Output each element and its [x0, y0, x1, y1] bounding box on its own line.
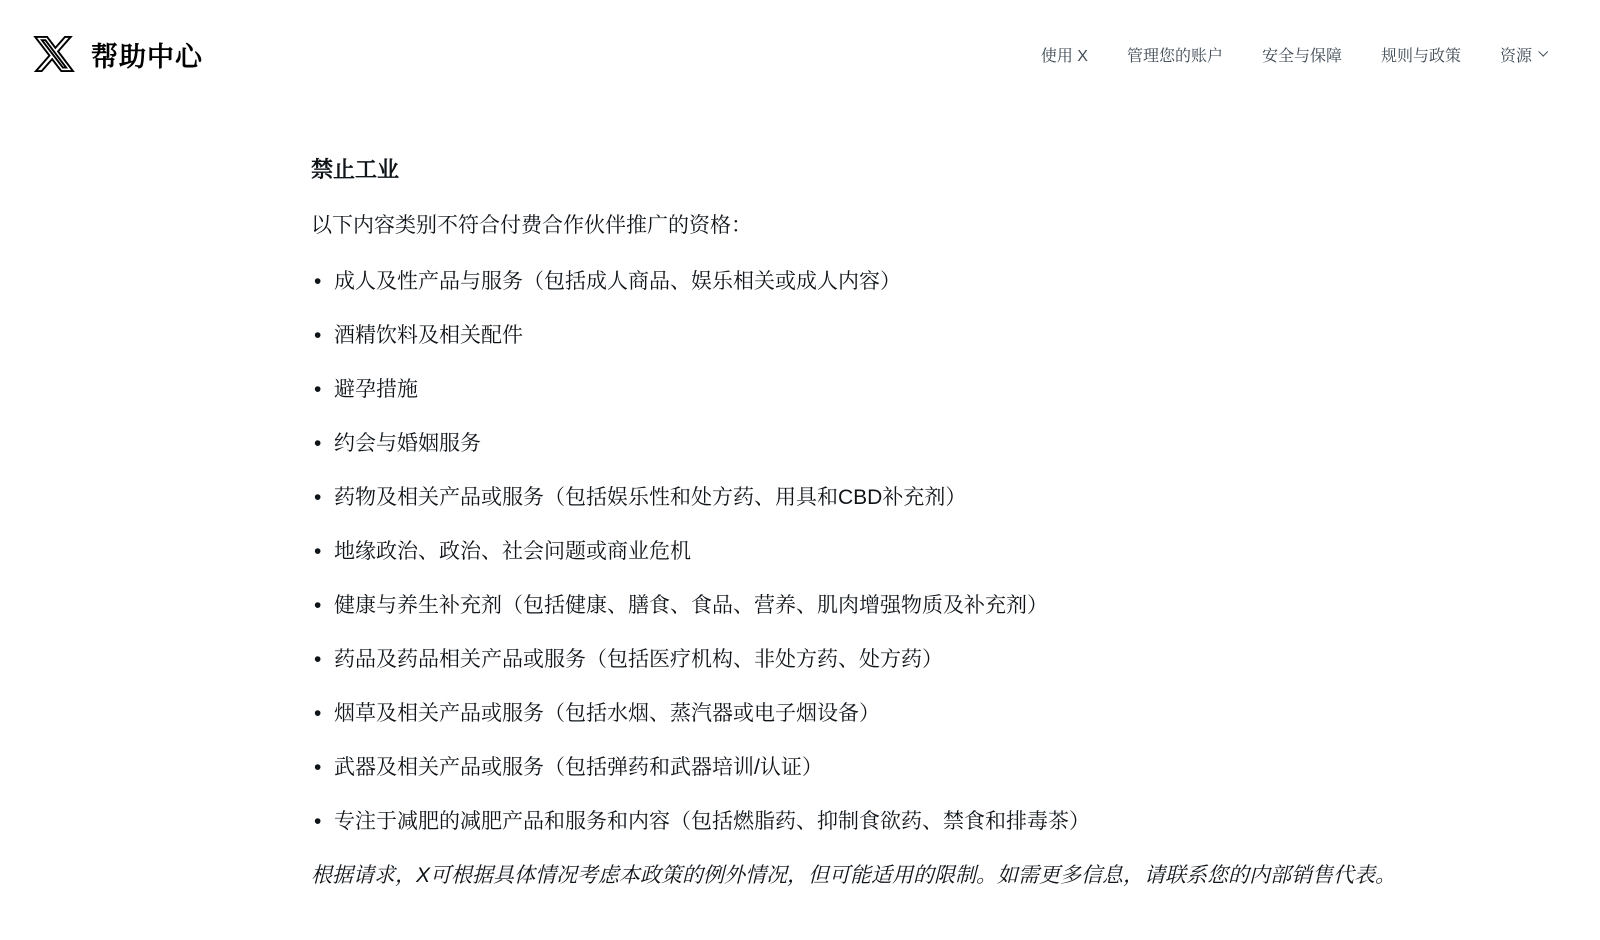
list-item: • 酒精饮料及相关配件	[311, 322, 1480, 350]
list-item: • 健康与养生补充剂（包括健康、膳食、食品、营养、肌肉增强物质及补充剂）	[311, 592, 1480, 620]
list-item: • 地缘政治、政治、社会问题或商业危机	[311, 538, 1480, 566]
nav-item-safety-security[interactable]: 安全与保障	[1261, 47, 1342, 65]
x-logo-icon	[33, 33, 75, 75]
section-heading: 禁止工业	[311, 157, 400, 182]
list-item: • 约会与婚姻服务	[311, 430, 1480, 458]
intro-paragraph: 以下内容类别不符合付费合作伙伴推广的资格：	[311, 214, 752, 237]
nav-item-resources-label: 资源	[1499, 47, 1532, 65]
chevron-down-icon	[1538, 47, 1548, 57]
nav-item-rules-policies[interactable]: 规则与政策	[1380, 47, 1461, 65]
list-item: • 药品及药品相关产品或服务（包括医疗机构、非处方药、处方药）	[311, 646, 1480, 674]
nav-item-using-x[interactable]: 使用 X	[1040, 47, 1088, 65]
top-navigation	[1041, 43, 1546, 66]
policy-exception-footnote: 根据请求，X可根据具体情况考虑本政策的例外情况，但可能适用的限制。如需更多信息，请联系您的内部销售代表。	[311, 864, 1397, 887]
list-item: • 避孕措施	[311, 376, 1480, 404]
list-item: • 药物及相关产品或服务（包括娱乐性和处方药、用具和CBD补充剂）	[311, 484, 1480, 512]
logo-text: 帮助中心	[91, 41, 203, 72]
nav-item-resources[interactable]	[1500, 43, 1546, 66]
article-body	[0, 82, 1600, 890]
list-item: • 专注于减肥的减肥产品和服务和内容（包括燃脂药、抑制食欲药、禁食和排毒茶）	[311, 808, 1480, 836]
prohibited-categories-list	[311, 268, 1480, 836]
help-center-logo[interactable]	[33, 33, 203, 75]
nav-item-manage-account[interactable]: 管理您的账户	[1126, 47, 1223, 65]
list-item: • 成人及性产品与服务（包括成人商品、娱乐相关或成人内容）	[311, 268, 1480, 296]
list-item: • 武器及相关产品或服务（包括弹药和武器培训/认证）	[311, 754, 1480, 782]
header	[0, 0, 1600, 82]
list-item: • 烟草及相关产品或服务（包括水烟、蒸汽器或电子烟设备）	[311, 700, 1480, 728]
